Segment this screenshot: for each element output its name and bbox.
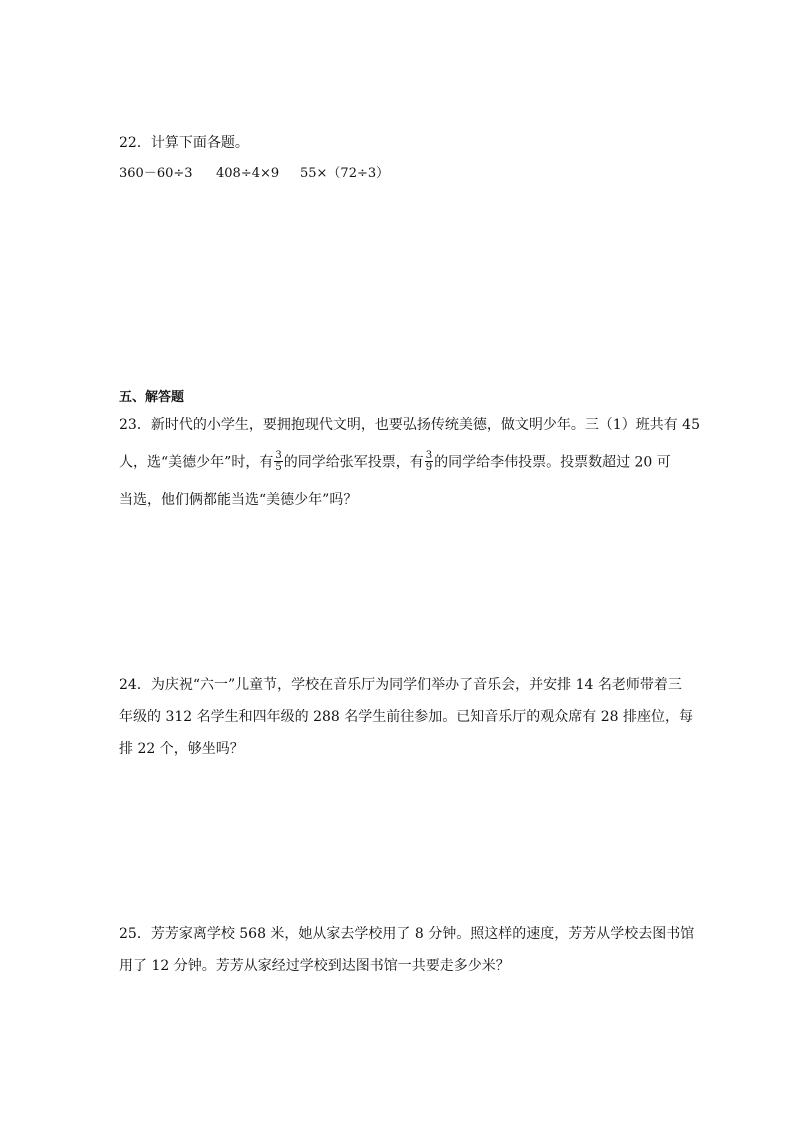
fraction-1-numerator: 3 [275,450,282,461]
fraction-2-numerator: 3 [425,450,433,461]
question-23-line-1: 23．新时代的小学生，要拥抱现代文明，也要弘扬传统美德，做文明少年。三（1）班共有 45 [119,417,700,433]
fraction-1-denominator: 5 [275,462,282,473]
question-23-line-3: 当选，他们俩都能当选“美德少年”吗？ [119,492,358,508]
question-25-line-2: 用了 12 分钟。芳芳从家经过学校到达图书馆一共要走多少米？ [119,958,510,974]
question-23-line-2 [119,451,671,474]
fraction-three-fifths [274,450,282,473]
question-24-line-3: 排 22 个，够坐吗？ [119,741,244,757]
question-23 [119,415,700,515]
question-24-line-2: 年级的 312 名学生和四年级的 288 名学生前往参加。已知音乐厅的观众席有 28 排座位，每 [119,709,693,725]
question-24 [119,675,693,765]
fraction-three-ninths [425,450,433,473]
question-23-text-c: 的同学给李伟投票。投票数超过 20 可 [434,454,671,471]
question-22 [119,133,679,153]
question-23-text-a: 人，选“美德少年”时，有 [119,454,274,471]
question-25-line-1: 25．芳芳家离学校 568 米，她从家去学校用了 8 分钟。照这样的速度，芳芳从学校去图书馆 [119,926,695,942]
expression-3: 55×（72÷3） [300,166,390,181]
fraction-2-denominator: 9 [425,462,433,473]
question-24-line-1: 24．为庆祝“六一”儿童节，学校在音乐厅为同学们举办了音乐会，并安排 14 名老师带着三 [119,677,682,693]
question-22-title: 22．计算下面各题。 [119,135,249,151]
expression-2: 408÷4×9 [216,166,280,181]
expression-1: 360－60÷3 [119,166,193,181]
question-23-text-b: 的同学给张军投票，有 [283,454,424,471]
section-heading: 五、解答题 [119,390,185,405]
question-25 [119,924,695,984]
